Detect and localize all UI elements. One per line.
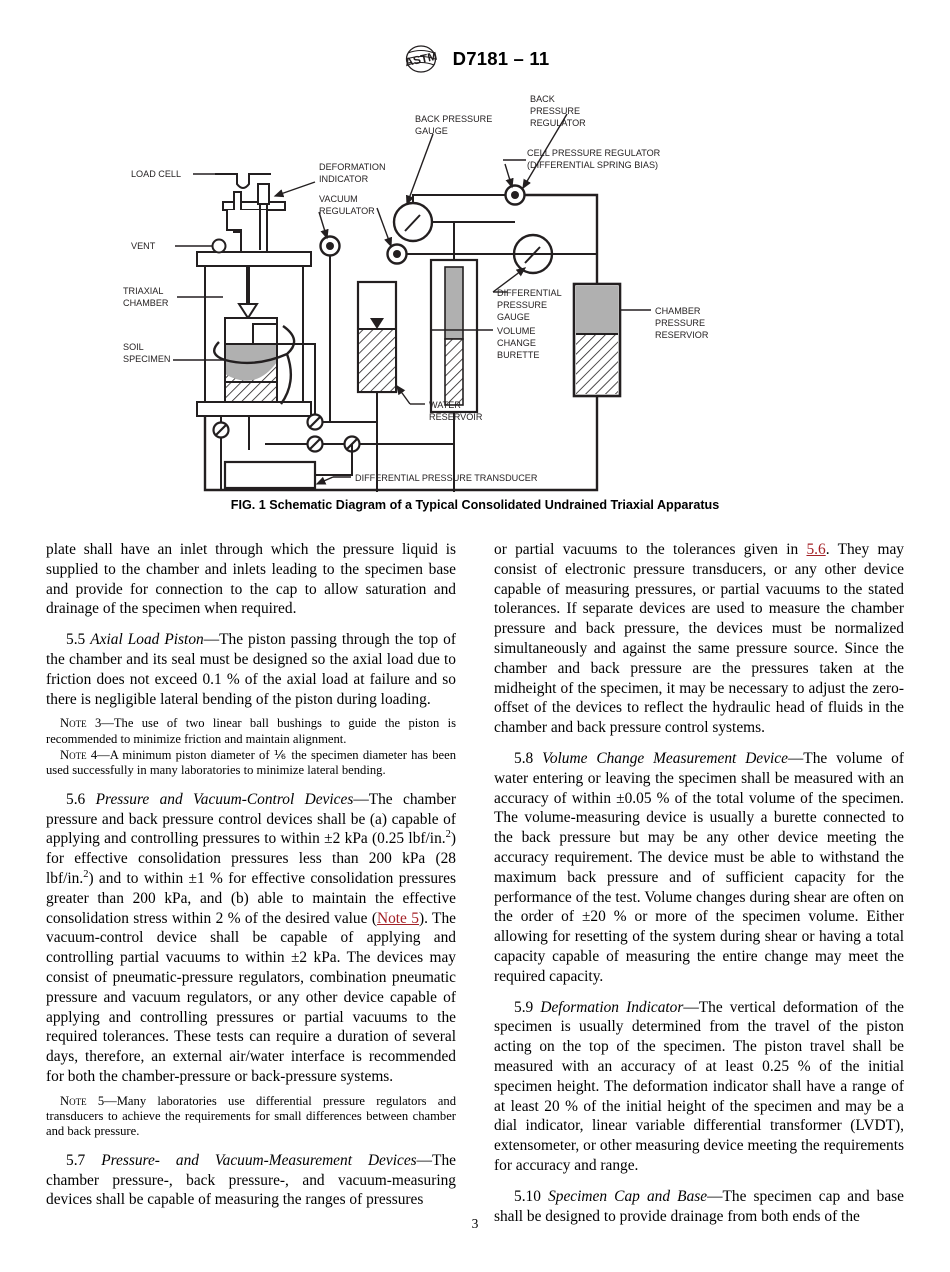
cell-pressure-regulator-symbol	[506, 186, 525, 205]
label-chamber-pressure-reservior-2: PRESSURE	[655, 318, 706, 328]
section-5-6-superscript-1: 2	[445, 829, 451, 841]
note-5-number: 5	[97, 1093, 105, 1108]
section-5-5-body: —The piston passing through the top of the chamber and its seal must be designed so the axial load due to friction does not exceed 0.1 % of the axial load at failure and so there is negligible lateral bending of the piston during loading.	[46, 631, 456, 708]
section-5-8-body: —The volume of water entering or leaving the specimen shall be measured with an accuracy of within ±0.05 % of the total volume of the specimen. The volume-measuring device is usually a burette connected to the back pressure but may be any other device meeting the accuracy requirement. The device must be able to withstand the maximum back pressure and of sufficient capacity for the performance of the test. Volume changes during shear are often on the order of ±20 % or more of the specimen volume. Either allowing for resetting of the system during shear or having a total capacity capable of measuring the entire change may meet the required capacity.	[494, 749, 904, 985]
section-5-6-title: Pressure and Vacuum-Control Devices	[95, 790, 354, 808]
section-5-5-title: Axial Load Piston	[90, 631, 204, 649]
section-5-10-body: —The specimen cap and base shall be designed to provide drainage from both ends of the	[494, 1187, 904, 1225]
label-chamber-pressure-reservior-3: RESERVIOR	[655, 330, 709, 340]
label-soil-specimen-2: SPECIMEN	[123, 354, 171, 364]
label-back-pressure-regulator-3: REGULATOR	[530, 118, 586, 128]
note-3-body: —The use of two linear ball bushings to guide the piston is recommended to minimize friction and maintain alignment.	[46, 716, 456, 746]
note-3-label: Note	[60, 716, 87, 731]
section-5-7	[46, 1151, 456, 1210]
label-cell-pressure-regulator-2: (DIFFERENTIAL SPRING BIAS)	[527, 160, 659, 170]
continuation-text-b: . They may consist of electronic pressure transducers, or any other device capable of measuring pressures, or partial vacuums to the stated tolerances. If separate devices are used to measure the chamber pressure and back pressure, the devices must be normalized simultaneously and against the same pressure source. Since the chamber and back pressure are the pressures taken at the midheight of the specimen, it may be necessary to adjust the zero-offset of the devices to reflect the hydraulic head of fluids in the chamber and back pressure control systems.	[494, 541, 904, 737]
label-load-cell: LOAD CELL	[131, 169, 182, 179]
label-deformation-indicator-1: DEFORMATION	[319, 162, 386, 172]
section-5-6-body-b: ) for effective consolidation pressures less than 200 kPa (28 lbf/in.	[46, 830, 456, 887]
label-back-pressure-gauge-1: BACK PRESSURE	[415, 114, 493, 124]
section-5-6-body-a: —The chamber pressure and back pressure control devices shall be (a) capable of applying and controlling pressures to within ±2 kPa (0.25 lbf/in.	[46, 790, 456, 848]
section-5-7-title: Pressure- and Vacuum-Measurement Devices	[101, 1151, 417, 1169]
label-deformation-indicator-2: INDICATOR	[319, 174, 369, 184]
section-5-6-body-c: ) and to within ±1 % for effective consolidation pressures greater than 200 kPa, and (b) able to maintain the effective consolidation stress within 2 % of the desired value (	[46, 870, 456, 927]
note-4-label: Note	[60, 748, 87, 763]
valve-symbol-2	[308, 415, 323, 430]
label-volume-change-burette-2: CHANGE	[497, 338, 536, 348]
label-water-reservoir-2: RESERVOIR	[429, 412, 483, 422]
section-5-10-title: Specimen Cap and Base	[548, 1187, 708, 1205]
label-soil-specimen-1: SOIL	[123, 342, 144, 352]
valve-symbol-1	[214, 423, 229, 438]
label-chamber-pressure-reservior-1: CHAMBER	[655, 306, 701, 316]
section-5-6-superscript-2: 2	[83, 868, 89, 880]
section-5-9-title: Deformation Indicator	[540, 998, 684, 1016]
label-vacuum-regulator-1: VACUUM	[319, 194, 358, 204]
label-volume-change-burette-1: VOLUME	[497, 326, 536, 336]
note-5-body: —Many laboratories use differential pressure regulators and transducers to achieve the requirements for small differences between chamber and back pressure.	[46, 1093, 456, 1139]
section-5-6-body-d: ). The vacuum-control device shall be capable of applying and controlling partial vacuums to within ±2 kPa. The devices may consist of pneumatic-pressure regulators, combination pneumatic pressure and vacuum regulators, or any other device capable of applying and controlling pressures or partial vacuums to the required tolerances. These tests can require a duration of several days, therefore, an external air/water interface is recommended for both the chamber-pressure or back-pressure systems.	[46, 909, 456, 1085]
back-pressure-regulator-symbol	[388, 245, 407, 264]
section-5-9-body: —The vertical deformation of the specimen is usually determined from the travel of the piston acting on the top of the specimen. The piston travel shall be measured with an accuracy of at least 0.25 % of the initial specimen height. The deformation indicator shall have a range of at least 20 % of the initial height of the specimen and may be a dial indicator, linear variable differential transformer (LVDT), extensometer, or other measuring device meeting the requirements for accuracy and range.	[494, 998, 904, 1174]
page-number: 3	[471, 1216, 479, 1231]
label-vacuum-regulator-2: REGULATOR	[319, 206, 375, 216]
valve-symbol-3	[308, 437, 323, 452]
section-5-6-number: 5.6	[66, 790, 86, 808]
note-4	[46, 748, 456, 779]
note-3-number: 3	[94, 716, 102, 731]
label-triaxial-chamber-1: TRIAXIAL	[123, 286, 164, 296]
xref-5-6[interactable]: 5.6	[806, 541, 826, 558]
section-5-6	[46, 790, 456, 1087]
label-differential-pressure-gauge-3: GAUGE	[497, 312, 530, 322]
figure-1	[0, 92, 950, 512]
schematic-diagram	[115, 92, 835, 492]
right-column	[494, 540, 904, 1230]
note-4-number: 4	[90, 748, 98, 763]
note-5	[46, 1094, 456, 1140]
page-header	[0, 44, 950, 74]
section-5-5	[46, 630, 456, 709]
section-5-8-number: 5.8	[514, 749, 534, 767]
label-differential-pressure-transducer: DIFFERENTIAL PRESSURE TRANSDUCER	[355, 473, 538, 483]
label-back-pressure-regulator-2: PRESSURE	[530, 106, 581, 116]
paragraph-continuation: plate shall have an inlet through which the pressure liquid is supplied to the chamber and inlets leading to the specimen base and provide for connection to the cap to allow saturation and drainage of the specimen when required.	[46, 541, 456, 618]
section-5-5-number: 5.5	[66, 631, 86, 649]
label-differential-pressure-gauge-2: PRESSURE	[497, 300, 548, 310]
body-columns	[46, 540, 904, 1230]
astm-logo-icon	[401, 44, 441, 74]
paragraph-continuation-right	[494, 540, 904, 738]
label-water-reservoir-1: WATER	[429, 400, 461, 410]
note-4-body: —A minimum piston diameter of ⅙ the specimen diameter has been used successfully in many laboratories to minimize lateral bending.	[46, 748, 456, 778]
section-5-8-title: Volume Change Measurement Device	[542, 749, 788, 767]
xref-note-5[interactable]: Note 5	[376, 909, 419, 927]
standard-designation: D7181 – 11	[452, 48, 550, 69]
continuation-text-a: or partial vacuums to the tolerances given in	[494, 541, 807, 558]
label-cell-pressure-regulator-1: CELL PRESSURE REGULATOR	[527, 148, 661, 158]
figure-caption: FIG. 1 Schematic Diagram of a Typical Consolidated Undrained Triaxial Apparatus	[230, 498, 720, 512]
left-column	[46, 540, 456, 1230]
label-differential-pressure-gauge-1: DIFFERENTIAL	[497, 288, 562, 298]
label-back-pressure-gauge-2: GAUGE	[415, 126, 448, 136]
section-5-9-number: 5.9	[514, 998, 534, 1016]
section-5-10-number: 5.10	[514, 1187, 541, 1205]
note-5-label: Note	[60, 1093, 87, 1108]
section-5-7-body: —The chamber pressure-, back pressure-, and vacuum-measuring devices shall be capable of measuring the ranges of pressures	[46, 1151, 456, 1209]
label-vent: VENT	[131, 241, 156, 251]
vacuum-regulator-symbol	[321, 237, 340, 256]
section-5-8	[494, 749, 904, 987]
svg-text:ASTM: ASTM	[403, 50, 439, 70]
section-5-7-number: 5.7	[66, 1151, 86, 1169]
label-triaxial-chamber-2: CHAMBER	[123, 298, 169, 308]
label-volume-change-burette-3: BURETTE	[497, 350, 540, 360]
label-back-pressure-regulator-1: BACK	[530, 94, 555, 104]
section-5-9	[494, 998, 904, 1176]
note-3	[46, 716, 456, 747]
